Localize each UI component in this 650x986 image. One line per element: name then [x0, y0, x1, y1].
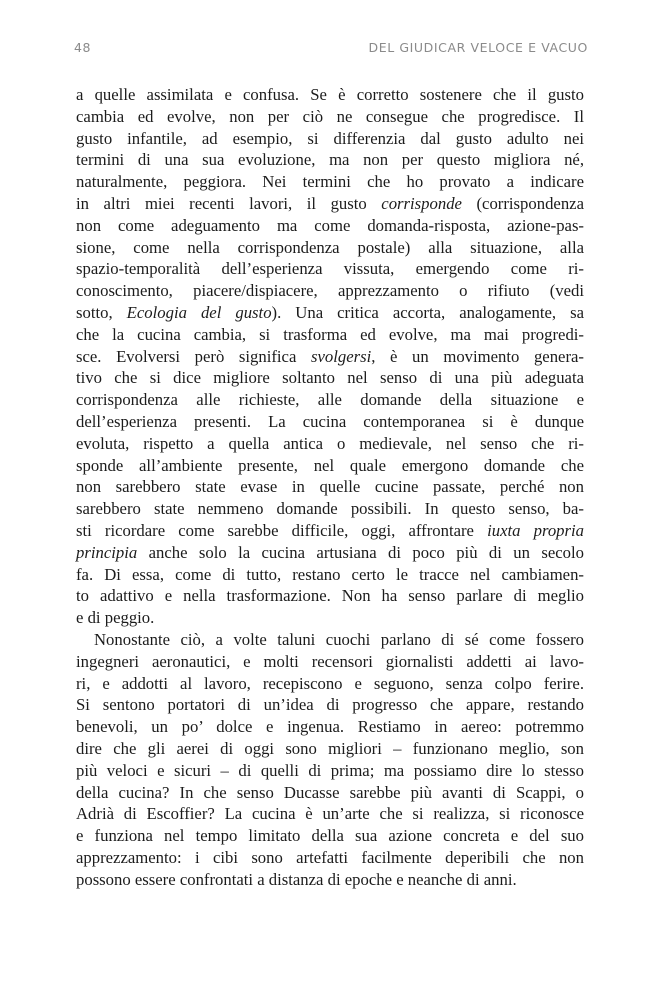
text-line	[76, 324, 584, 346]
text-run: sponde all’ambiente presente, nel quale emergono domande che	[76, 455, 584, 475]
text-line	[76, 673, 584, 695]
text-line	[76, 258, 584, 280]
text-run: sione, come nella corrispondenza postale) alla situazione, alla	[76, 237, 584, 257]
text-line	[76, 411, 584, 433]
text-line	[76, 367, 584, 389]
text-run: possono essere confrontati a distanza di epoche e neanche di anni.	[76, 869, 517, 889]
text-line	[76, 280, 584, 302]
text-run: cambia ed evolve, non per ciò ne consegue che progredisce. Il	[76, 106, 584, 126]
text-line	[76, 585, 584, 607]
text-line	[76, 564, 584, 586]
text-run: termini di una sua evoluzione, ma non per questo migliora né,	[76, 150, 584, 170]
text-run: Si sentono portatori di un’idea di progresso che appare, restando	[76, 695, 584, 715]
text-run: ri, e addotti al lavoro, recepiscono e seguono, senza colpo ferire.	[76, 673, 584, 693]
text-run: evoluta, rispetto a quella antica o medievale, nel senso che ri-	[76, 433, 584, 453]
text-run: (corrispondenza	[461, 193, 584, 213]
text-line	[76, 738, 584, 760]
text-line	[76, 128, 584, 150]
text-line	[76, 455, 584, 477]
text-run: corrispondenza alle richieste, alle domande della situazione e	[76, 390, 584, 410]
text-run: fa. Di essa, come di tutto, restano certo le tracce nel cambiamen-	[76, 564, 584, 584]
text-line	[76, 346, 584, 368]
text-run: a quelle assimilata e confusa. Se è corretto sostenere che il gusto	[76, 85, 584, 104]
text-run: anche solo la cucina artusiana di poco più di un secolo	[137, 542, 584, 562]
text-line	[76, 629, 584, 651]
text-line	[76, 825, 584, 847]
text-line	[76, 520, 584, 542]
text-line	[76, 803, 584, 825]
text-line	[76, 760, 584, 782]
text-run: sti ricordare come sarebbe difficile, oggi, affrontare	[76, 520, 488, 540]
text-run: più veloci e sicuri – di quelli di prima; ma possiamo dire lo stesso	[76, 760, 584, 780]
italic-term: corrisponde	[381, 193, 462, 213]
text-line	[76, 84, 584, 106]
text-run: , è un movimento genera-	[371, 346, 584, 366]
text-line	[76, 237, 584, 259]
italic-term: svolgersi	[310, 346, 372, 366]
text-run: apprezzamento: i cibi sono artefatti facilmente deperibili che non	[76, 847, 584, 867]
text-run: sotto,	[76, 302, 127, 322]
italic-term: principia	[76, 542, 138, 562]
text-run: Adrià di Escoffier? La cucina è un’arte che si realizza, si riconosce	[76, 804, 584, 824]
text-line	[76, 498, 584, 520]
text-run: ingegneri aeronautici, e molti recensori giornalisti addetti ai lavo-	[76, 651, 584, 671]
text-run: gusto infantile, ad esempio, si differenzia dal gusto adulto nei	[76, 128, 584, 148]
running-head	[74, 40, 588, 58]
text-line	[76, 302, 584, 324]
text-line	[76, 433, 584, 455]
text-line	[76, 215, 584, 237]
text-line	[76, 106, 584, 128]
running-title: DEL GIUDICAR VELOCE E VACUO	[368, 40, 588, 55]
text-run: spazio-temporalità dell’esperienza vissuta, emergendo come ri-	[76, 259, 584, 279]
text-run: non sarebbero state evase in quelle cucine passate, perché non	[76, 477, 584, 497]
text-line	[76, 651, 584, 673]
text-line	[76, 389, 584, 411]
text-line	[76, 193, 584, 215]
text-run: dell’esperienza presenti. La cucina contemporanea si è dunque	[76, 411, 584, 431]
paragraph	[76, 84, 584, 629]
body-text	[76, 84, 584, 890]
text-run: dire che gli aerei di oggi sono migliori – funzionano meglio, son	[76, 738, 584, 758]
text-run: sce. Evolversi però significa	[76, 346, 311, 366]
text-run: in altri miei recenti lavori, il gusto	[76, 193, 382, 213]
text-line	[76, 171, 584, 193]
paragraph	[76, 629, 584, 891]
text-line	[76, 476, 584, 498]
text-run: e di peggio.	[76, 608, 155, 628]
text-run: to adattivo e nella trasformazione. Non ha senso parlare di meglio	[76, 586, 584, 606]
text-line	[76, 782, 584, 804]
text-run: non come adeguamento ma come domanda-risposta, azione-pas-	[76, 215, 584, 235]
text-run: e funziona nel tempo limitato della sua azione concreta e del suo	[76, 826, 584, 846]
text-run: ). Una critica accorta, analogamente, sa	[271, 302, 584, 322]
text-run: della cucina? In che senso Ducasse sarebbe più avanti di Scappi, o	[76, 782, 584, 802]
text-line	[76, 847, 584, 869]
text-line	[76, 607, 584, 629]
text-line	[76, 694, 584, 716]
text-run: sarebbero state nemmeno domande possibili. In questo senso, ba-	[76, 499, 584, 519]
page-number: 48	[74, 40, 92, 55]
text-line	[76, 716, 584, 738]
text-line	[76, 149, 584, 171]
text-run: conoscimento, piacere/dispiacere, apprezzamento o rifiuto (vedi	[76, 281, 584, 301]
italic-term: Ecologia del gusto	[126, 302, 272, 322]
text-line	[76, 869, 584, 891]
italic-term: iuxta propria	[487, 520, 585, 540]
text-run: naturalmente, peggiora. Nei termini che ho provato a indicare	[76, 172, 584, 192]
text-run: che la cucina cambia, si trasforma ed evolve, ma mai progredi-	[76, 324, 584, 344]
text-run: benevoli, un po’ dolce e ingenua. Restiamo in aereo: potremmo	[76, 717, 584, 737]
text-run: tivo che si dice migliore soltanto nel senso di una più adeguata	[76, 368, 584, 388]
text-run: Nonostante ciò, a volte taluni cuochi parlano di sé come fossero	[94, 629, 584, 649]
text-line	[76, 542, 584, 564]
